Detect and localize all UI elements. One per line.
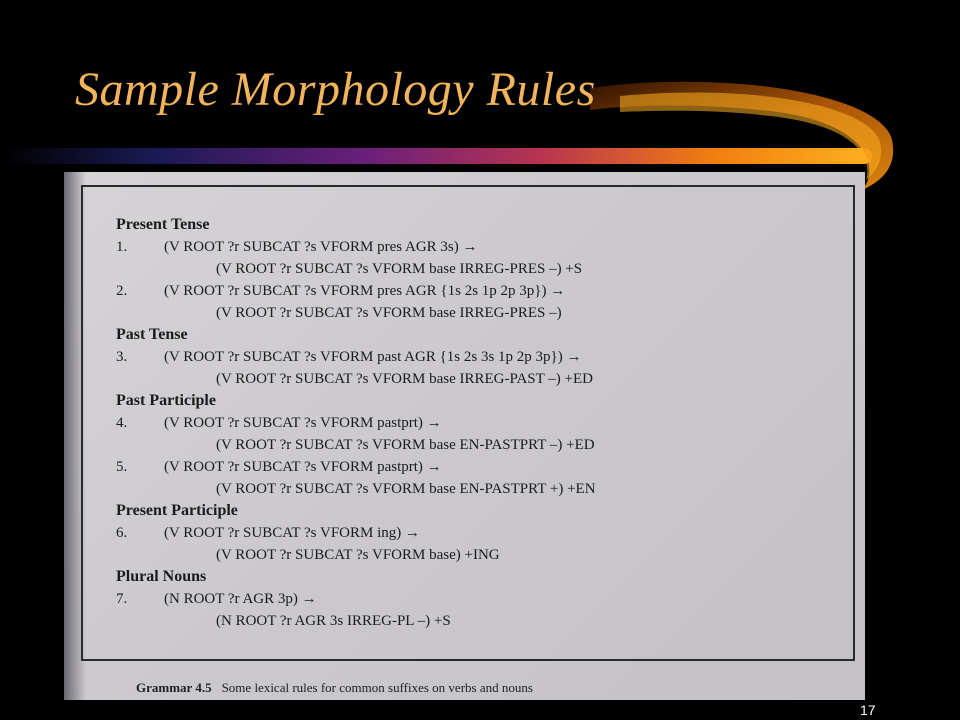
- caption-label: Grammar 4.5: [136, 680, 212, 695]
- rule-lhs: (V ROOT ?r SUBCAT ?s VFORM ing) →: [164, 525, 421, 541]
- rule-number: 7.: [116, 591, 128, 607]
- rule-rhs: (V ROOT ?r SUBCAT ?s VFORM base IRREG-PAST –) +ED: [216, 371, 593, 387]
- rule-rhs: (V ROOT ?r SUBCAT ?s VFORM base) +ING: [216, 547, 500, 563]
- rule-line: [116, 412, 836, 434]
- rule-lhs: (N ROOT ?r AGR 3p) →: [164, 591, 317, 607]
- rule-line: [116, 544, 836, 566]
- rule-line: [116, 368, 836, 390]
- rule-number: 1.: [116, 239, 128, 255]
- rule-number: 2.: [116, 283, 128, 299]
- rule-line: [116, 258, 836, 280]
- section-heading: Present Tense: [116, 216, 210, 233]
- rule-line: [116, 610, 836, 632]
- rule-line: [116, 522, 836, 544]
- section-heading: Present Participle: [116, 502, 238, 519]
- rule-rhs: (V ROOT ?r SUBCAT ?s VFORM base EN-PASTPRT –) +ED: [216, 437, 595, 453]
- rule-line: [116, 434, 836, 456]
- rule-line: [116, 346, 836, 368]
- rule-line: [116, 236, 836, 258]
- rule-line: [116, 280, 836, 302]
- grammar-caption: [136, 680, 533, 696]
- rule-rhs: (N ROOT ?r AGR 3s IRREG-PL –) +S: [216, 613, 451, 629]
- rule-rhs: (V ROOT ?r SUBCAT ?s VFORM base IRREG-PRES –) +S: [216, 261, 583, 277]
- rule-line: [116, 478, 836, 500]
- rule-line: [116, 456, 836, 478]
- rule-number: 4.: [116, 415, 128, 431]
- page-number: 17: [860, 702, 876, 718]
- section-heading: Past Tense: [116, 326, 188, 343]
- rule-lhs: (V ROOT ?r SUBCAT ?s VFORM pastprt) →: [164, 459, 442, 475]
- rule-lhs: (V ROOT ?r SUBCAT ?s VFORM pres AGR {1s 2s 1p 2p 3p}) →: [164, 283, 566, 299]
- section-heading: Plural Nouns: [116, 568, 207, 585]
- section-heading: Past Participle: [116, 392, 216, 409]
- rule-lhs: (V ROOT ?r SUBCAT ?s VFORM past AGR {1s 2s 3s 1p 2p 3p}) →: [164, 349, 582, 365]
- rule-number: 3.: [116, 349, 128, 365]
- rule-rhs: (V ROOT ?r SUBCAT ?s VFORM base IRREG-PRES –): [216, 305, 562, 321]
- grammar-photo: [64, 172, 865, 700]
- rule-rhs: (V ROOT ?r SUBCAT ?s VFORM base EN-PASTPRT +) +EN: [216, 481, 596, 497]
- rule-line: [116, 302, 836, 324]
- rule-lhs: (V ROOT ?r SUBCAT ?s VFORM pres AGR 3s) →: [164, 239, 478, 255]
- caption-text: Some lexical rules for common suffixes on verbs and nouns: [221, 680, 533, 695]
- rule-line: [116, 588, 836, 610]
- rule-number: 6.: [116, 525, 128, 541]
- grammar-rules: [116, 214, 836, 632]
- rule-lhs: (V ROOT ?r SUBCAT ?s VFORM pastprt) →: [164, 415, 442, 431]
- rule-number: 5.: [116, 459, 128, 475]
- slide-title: Sample Morphology Rules: [75, 63, 596, 116]
